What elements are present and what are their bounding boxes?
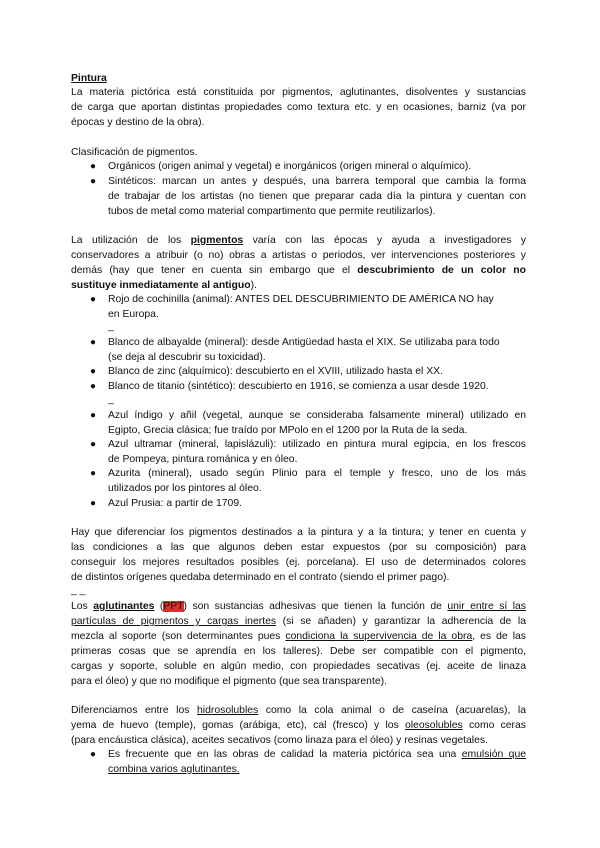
binders-para-line-1: Los aglutinantes (PPT) son sustancias adhesivas que tienen la función de unir entre sí las (71, 601, 526, 612)
text-run: Es frecuente que en las obras de calidad la materia pictórica sea una (108, 749, 457, 760)
text-run: son sustancias adhesivas que tienen la función de (192, 601, 442, 612)
document-title: Pintura (71, 73, 107, 84)
text-run: varía con las épocas y ayuda a investigadores y (252, 235, 526, 246)
pigment-item-4: Blanco de titanio (sintético): descubierto en 1916, se comienza a usar desde 1920. (108, 381, 489, 392)
bold-run: descubrimiento de un color no (357, 265, 526, 276)
classification-item-2-line-2: de trabajar de los artistas (no tienen que preparar cada día la pintura y cuentan con (108, 191, 526, 202)
pigment-item-8: Azul Prusia: a partir de 1709. (108, 498, 242, 509)
classification-item-2-line-1: Sintéticos: marcan un antes y después, una barrera temporal que cambia la forma (108, 176, 526, 187)
underlined-run: emulsión que (461, 749, 526, 760)
bullet-icon: ● (90, 366, 97, 377)
binders-para-line-4: primeras cosas que se aprendía en los talleres). Debe ser compatible con el pigmento, (71, 646, 526, 657)
intro-line-3: épocas y destino de la obra). (71, 117, 205, 128)
bullet-icon: ● (90, 468, 97, 479)
text-run: mezcla al soporte (son determinantes pues (71, 631, 281, 642)
text-run: yema de huevo (temple), gomas (arábiga, etc), cal (fresco) y los (71, 720, 399, 731)
text-run: Los (71, 601, 88, 612)
binders-para-line-5: cargas y soporte, soluble en algún medio, con propiedades secativas (ej. aceite de linaza (71, 661, 526, 672)
differ-para-line-4: de distintos orígenes quedaba determinado en el contrato (siendo el primer pago). (71, 572, 450, 583)
bullet-icon: ● (90, 176, 97, 187)
ppt-highlight: PPT (163, 601, 184, 612)
pigment-item-2-line-2: (se deja al descubrir su toxicidad). (108, 352, 266, 363)
pigment-item-1-line-1: Rojo de cochinilla (animal): ANTES DEL DESCUBRIMIENTO DE AMÉRICA NO hay (108, 294, 494, 305)
underlined-run: partículas de pigmentos y cargas inertes (71, 616, 277, 627)
underlined-run: condiciona la supervivencia de la obra (285, 631, 473, 642)
bullet-icon: ● (90, 294, 97, 305)
text-run: ). (250, 280, 257, 291)
bullet-icon: ● (90, 498, 97, 509)
classification-item-2-line-3: tubos de metal como material compartimento que permite reutilizarlos). (108, 206, 436, 217)
bullet-icon: ● (90, 337, 97, 348)
types-para-line-3: (para encáustica clásica), aceites secativos (como linaza para el óleo) y resinas vegetales. (71, 735, 488, 746)
keyword-hidrosolubles: hidrosolubles (197, 705, 259, 716)
text-run: Diferenciamos entre los (71, 705, 190, 716)
differ-para-line-1: Hay que diferenciar los pigmentos destinados a la pintura y a la tintura; y tener en cuenta y (71, 527, 526, 538)
pigment-item-5-line-1: Azul índigo y añil (vegetal, aunque se consideraba falsamente mineral) utilizado en (108, 410, 526, 421)
pigments-para-line-4 (71, 279, 257, 292)
dash-mark: _ (108, 394, 114, 405)
types-bullet-line-2: combina varios aglutinantes. (108, 764, 240, 775)
pigments-para-line-3 (71, 264, 526, 277)
bullet-icon: ● (90, 381, 97, 392)
differ-para-line-3: conseguir los mejores resultados posibles (ej. porcelana). El uso de determinados colores (71, 557, 526, 568)
bullet-icon: ● (90, 410, 97, 421)
classification-heading: Clasificación de pigmentos. (71, 147, 198, 158)
intro-line-2: de carga que aportan distintas propiedades como textura etc. y en ocasiones, barniz (va por (71, 102, 526, 113)
keyword-aglutinantes: aglutinantes (93, 601, 155, 612)
pigment-item-7-line-1: Azurita (mineral), usado según Plinio para el temple y fresco, uno de los más (108, 468, 526, 479)
text-run: como ceras (468, 720, 526, 731)
text-run: , es de las (472, 631, 526, 642)
double-dash-mark: _ _ (71, 585, 86, 596)
pigment-item-3: Blanco de zinc (alquímico): descubierto en el XVIII, utilizado hasta el XX. (108, 366, 443, 377)
underlined-run: unir entre sí las (447, 601, 526, 612)
bullet-icon: ● (90, 749, 97, 760)
text-run: demás (hay que tener en cuenta sin embargo que el (71, 265, 351, 276)
types-para-line-1 (71, 704, 526, 717)
text-run: (si se añaden) y garantizar la adherencia de la (282, 616, 526, 627)
pigment-item-2-line-1: Blanco de albayalde (mineral): desde Antigüedad hasta el XIX. Se utilizaba para todo (108, 337, 500, 348)
pigment-item-6-line-2: de Pompeya, pintura románica y en óleo. (108, 454, 298, 465)
pigment-item-7-line-2: utilizados por los pintores al óleo. (108, 483, 262, 494)
keyword-oleosolubles: oleosolubles (404, 720, 463, 731)
text-run: La utilización de los (71, 235, 182, 246)
intro-line-1: La materia pictórica está constituida por pigmentos, aglutinantes, disolventes y sustancias (71, 87, 526, 98)
pigments-para-line-2: conservadores a atribuir (o no) obras a artistas o periodos, ver intervenciones posteriores y (71, 250, 526, 261)
text-run: como la cola animal o de caseína (acuarelas), la (265, 705, 526, 716)
binders-para-line-3 (71, 630, 526, 643)
bold-run: sustituye inmediatamente al antiguo (71, 280, 251, 291)
pigment-item-5-line-2: Egipto, Grecia clásica; fue traído por MPolo en el 1200 por la Ruta de la seda. (108, 425, 468, 436)
differ-para-line-2: las condiciones a las que algunos deben estar expuestos (por su composición) para (71, 542, 526, 553)
bullet-icon: ● (90, 439, 97, 450)
classification-item-1: Orgánicos (origen animal y vegetal) e inorgánicos (origen mineral o alquímico). (108, 161, 472, 172)
binders-para-line-6: para el óleo) y que no modifique el pigmento (que sea transparente). (71, 676, 387, 687)
dash-mark: _ (108, 321, 114, 332)
types-bullet-line-1 (108, 748, 526, 761)
keyword-pigmentos: pigmentos (190, 235, 244, 246)
pigment-item-6-line-1: Azul ultramar (mineral, lapislázuli): utilizado en pintura mural egipcia, en los frescos (108, 439, 526, 450)
bullet-icon: ● (90, 161, 97, 172)
pigment-item-1-line-2: en Europa. (108, 309, 159, 320)
pigments-para-line-1 (71, 234, 526, 247)
binders-para-line-2 (71, 615, 526, 628)
types-para-line-2 (71, 719, 526, 732)
